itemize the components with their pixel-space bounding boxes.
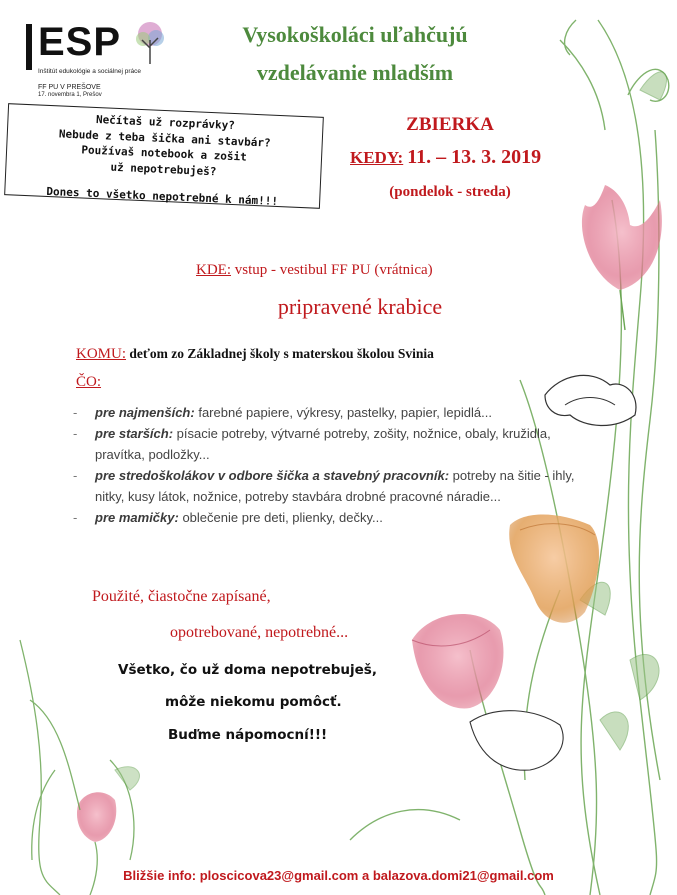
- used-line-2: opotrebované, nepotrebné...: [170, 624, 349, 641]
- list-item: - pre stredoškolákov v odbore šička a stavebný pracovník: potreby na šitie - ihly, nitky, kusy látok, nožnice, potreby stavbára drobné pracovné náradie...: [73, 468, 575, 504]
- donation-list: [73, 402, 583, 528]
- question-4: už nepotrebuješ?: [110, 160, 217, 178]
- logo-address: 17. novembra 1, Prešov: [38, 92, 102, 98]
- event-days: (pondelok - streda): [389, 184, 511, 200]
- list-item: - pre najmenších: farebné papiere, výkresy, pastelky, papier, lepidlá...: [73, 405, 492, 420]
- appeal-line-3: Buďme nápomocní!!!: [168, 727, 328, 743]
- contact-footer: Bližšie info: ploscicova23@gmail.com a balazova.domi21@gmail.com: [123, 868, 554, 883]
- event-when: [350, 146, 541, 169]
- logo-institute-name: Inštitút edukológie a sociálnej práce: [38, 68, 141, 75]
- logo-bar: [26, 24, 32, 70]
- appeal-line-1: Všetko, čo už doma nepotrebuješ,: [118, 662, 377, 678]
- title-line-1: Vysokoškoláci uľahčujú: [242, 22, 468, 47]
- question-box: [4, 103, 324, 209]
- logo-faculty: FF PU V PREŠOVE: [38, 84, 101, 91]
- esp-logo: [26, 18, 186, 98]
- where-value: vstup - vestibul FF PU (vrátnica): [234, 262, 433, 278]
- event-recipient: [76, 346, 434, 363]
- what-label: ČO:: [76, 374, 102, 390]
- logo-text: ESP: [38, 20, 122, 64]
- to-value: deťom zo Základnej školy s materskou školou Svinia: [129, 346, 434, 361]
- question-2: Nebude z teba šička ani stavbár?: [58, 126, 271, 150]
- used-line-1: Použité, čiastočne zapísané,: [92, 588, 271, 605]
- appeal-line-2: môže niekomu pomôcť.: [165, 694, 342, 710]
- box-call-to-action: Dones to všetko nepotrebné k nám!!!: [46, 184, 279, 209]
- when-value: 11. – 13. 3. 2019: [407, 146, 542, 168]
- prepared-boxes: pripravené krabice: [277, 294, 443, 319]
- tree-icon: [132, 20, 168, 66]
- question-1: Nečítaš už rozprávky?: [95, 113, 236, 133]
- title-line-2: vzdelávanie mladším: [256, 60, 454, 85]
- event-heading: ZBIERKA: [406, 114, 494, 135]
- event-where: [196, 262, 433, 279]
- to-label: KOMU:: [76, 346, 127, 362]
- when-label: KEDY:: [350, 148, 404, 167]
- list-item: - pre starších: písacie potreby, výtvarné potreby, zošity, nožnice, obaly, kružidla, pravítka, podložky...: [73, 426, 551, 462]
- question-3: Používaš notebook a zošit: [81, 143, 248, 164]
- where-label: KDE:: [196, 262, 231, 278]
- list-item: - pre mamičky: oblečenie pre deti, plienky, dečky...: [73, 510, 383, 525]
